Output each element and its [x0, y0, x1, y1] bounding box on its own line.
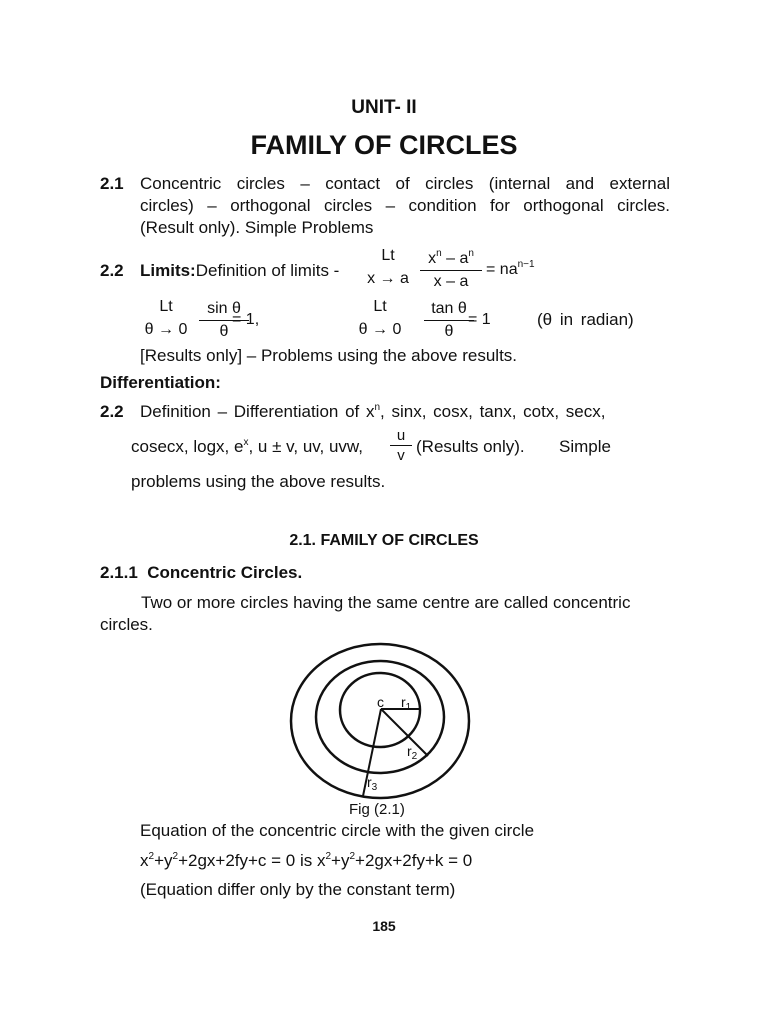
equation-intro: Equation of the concentric circle with the given circle: [140, 821, 535, 840]
fraction-numerator: $x^n - a^n$: [428, 248, 474, 267]
limit-result-na: = $na^{n-1}$: [486, 259, 535, 278]
tan-theta-numerator: tan θ: [431, 300, 467, 317]
r2-label: $r_2$: [407, 743, 418, 762]
fraction-denominator: x – a: [420, 270, 482, 291]
unit-label: UNIT- II: [351, 97, 417, 118]
section-heading: 2.1. FAMILY OF CIRCLES: [289, 532, 479, 549]
syllabus-2-1-number: 2.1: [100, 174, 124, 193]
theta-to-0-label: θ → 0: [144, 321, 188, 338]
r1-label: $r_1$: [401, 694, 412, 713]
concentric-circles-figure: [280, 640, 480, 810]
centre-label: c: [377, 694, 384, 710]
differentiation-line3: problems using the above results.: [131, 472, 386, 491]
page-title: FAMILY OF CIRCLES: [250, 130, 518, 160]
limits-label: Limits:: [140, 261, 196, 280]
concentric-circle-equation: $x^2+y^2+2gx+2fy+c = 0$ is $x^2+y^2+2gx+2fy+k = 0$: [140, 851, 473, 870]
fraction-tan-theta: [424, 300, 474, 341]
definition-line1: Two or more circles having the same centre are called concentric: [141, 593, 631, 612]
figure-caption: Fig (2.1): [349, 801, 405, 818]
differentiation-number: 2.2: [100, 402, 124, 421]
lt-label: Lt: [381, 247, 395, 264]
limits-text: Definition of limits -: [195, 261, 340, 280]
sin-theta-numerator: sin θ: [207, 300, 241, 317]
limit-operator-sin: [136, 298, 196, 339]
differentiation-results-only: (Results only).: [416, 437, 525, 456]
outer-circle: [291, 644, 469, 798]
definition-line2: circles.: [100, 615, 153, 634]
theta-to-0-label: θ → 0: [358, 321, 402, 338]
limit-operator-tan: [350, 298, 410, 339]
differentiation-line2: cosecx, logx, $e^x$, u ± v, uv, uvw,: [131, 437, 363, 456]
limit-operator-1: [358, 247, 418, 288]
radius-r2-line: [381, 709, 428, 756]
sin-limit-result: = 1,: [232, 311, 260, 328]
differentiation-heading: Differentiation:: [100, 373, 221, 392]
syllabus-2-1-line3: (Result only). Simple Problems: [140, 218, 374, 237]
page-number: 185: [372, 918, 396, 934]
v-denominator: v: [390, 445, 412, 464]
radian-note: (θ in radian): [537, 310, 634, 329]
equation-note: (Equation differ only by the constant term): [140, 880, 456, 899]
syllabus-2-1-line1: Concentric circles – contact of circles (internal and external: [140, 174, 670, 193]
limits-results-note: [Results only] – Problems using the above results.: [140, 346, 518, 365]
tan-limit-result: = 1: [468, 311, 491, 328]
subsection-heading: 2.1.1 Concentric Circles.: [100, 563, 303, 582]
differentiation-simple: Simple: [559, 437, 611, 456]
theta-denominator: θ: [199, 320, 249, 341]
lt-label: Lt: [373, 298, 387, 315]
differentiation-line1: Definition – Differentiation of $x^n$, sinx, cosx, tanx, cotx, secx,: [140, 402, 606, 421]
fraction-xn-an: [420, 250, 482, 291]
r3-label: $r_3$: [367, 774, 378, 793]
limits-number: 2.2: [100, 261, 124, 280]
theta-denominator: θ: [424, 320, 474, 341]
lt-label: Lt: [159, 298, 173, 315]
fraction-u-over-v: [390, 427, 412, 464]
limits-definition: [140, 261, 339, 281]
u-numerator: u: [396, 427, 406, 444]
syllabus-2-1-line2: circles) – orthogonal circles – condition for orthogonal circles.: [140, 196, 670, 215]
x-to-a-label: x → a: [367, 270, 409, 287]
